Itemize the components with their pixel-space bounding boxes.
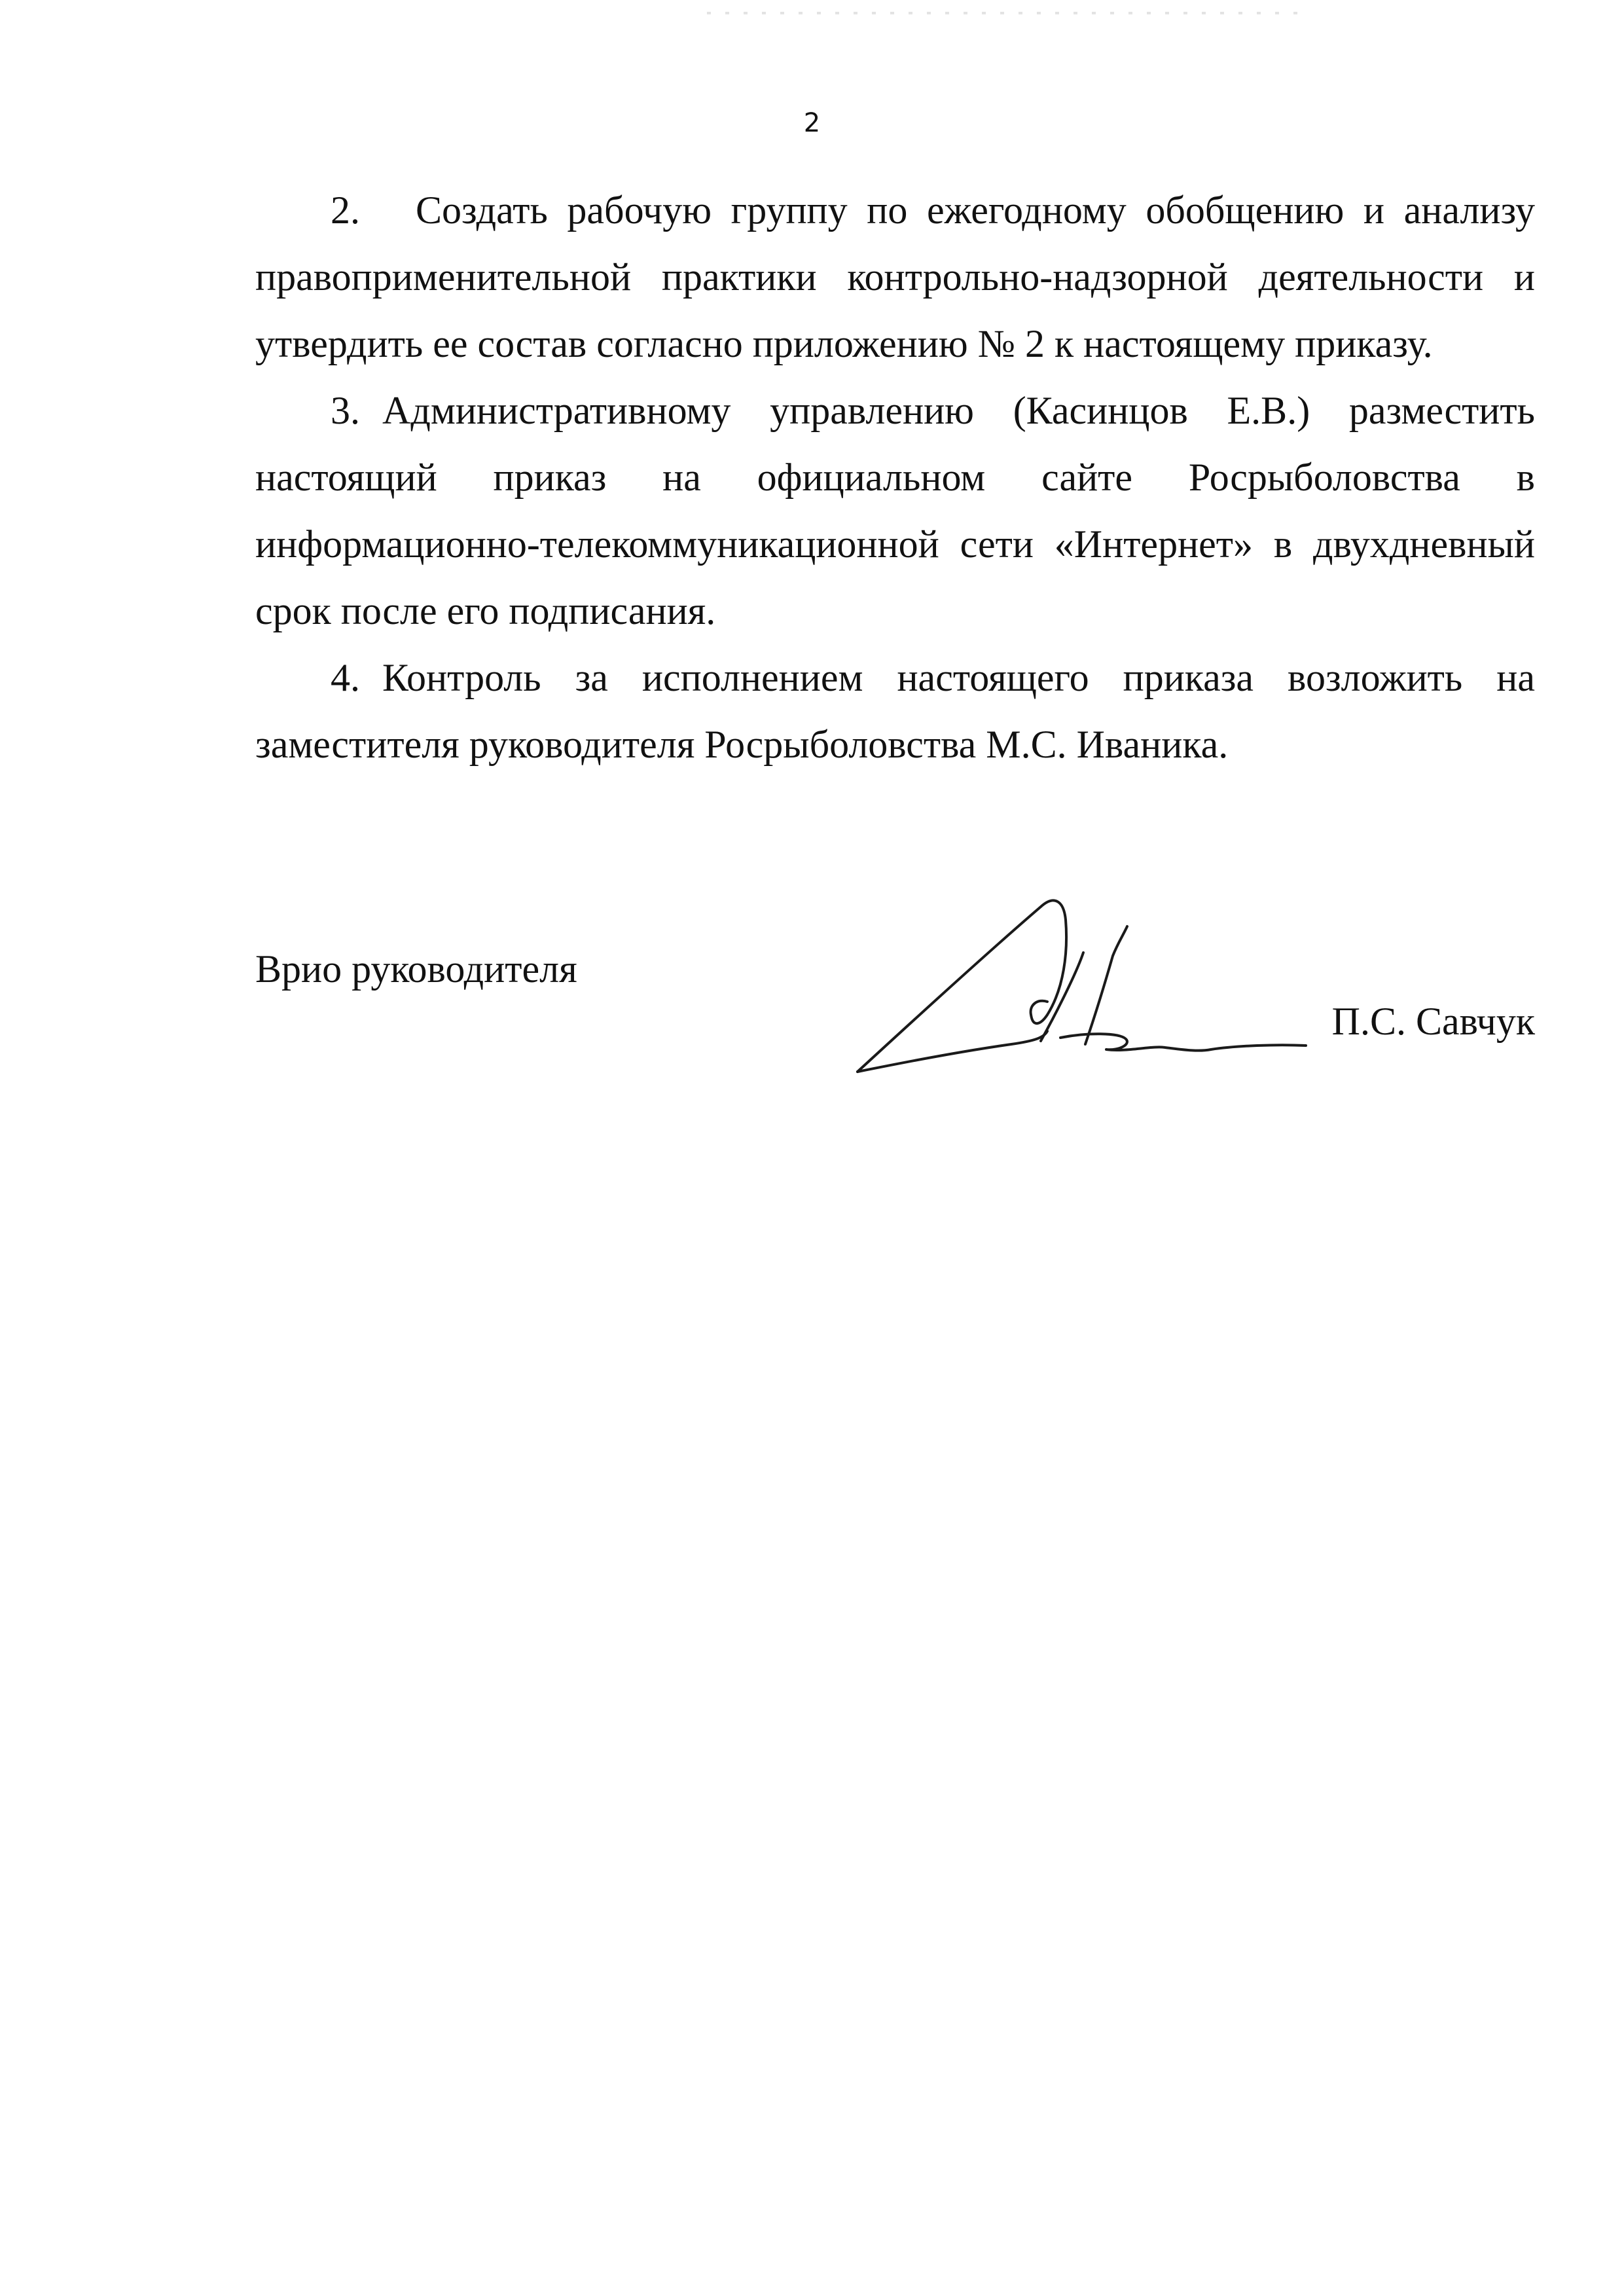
paragraph-number: 3. — [331, 389, 360, 432]
paragraph-number: 2. — [331, 189, 360, 232]
paragraph-text: Контроль за исполнением настоящего приказа возложить на заместителя руководителя Росрыболовства М.С. Иваника. — [255, 656, 1535, 766]
paragraph-2 — [255, 177, 1535, 377]
paragraph-text: Административному управлению (Касинцов Е.В.) разместить настоящий приказ на официальном сайте Росрыболовства в информационно-телекоммуникационной сети «Интернет» в двухдневный срок после его подписания. — [255, 389, 1535, 632]
scan-artifact — [707, 12, 1309, 14]
signer-position: Врио руководителя — [255, 947, 577, 991]
document-body — [255, 177, 1535, 778]
paragraph-4 — [255, 644, 1535, 778]
page-number: 2 — [803, 108, 821, 138]
paragraph-3 — [255, 377, 1535, 644]
signer-name: П.С. Савчук — [1331, 1000, 1535, 1043]
paragraph-text: Создать рабочую группу по ежегодному обобщению и анализу правоприменительной практики контрольно-надзорной деятельности и утвердить ее состав согласно приложению № 2 к настоящему приказу. — [255, 189, 1535, 365]
handwritten-signature — [844, 881, 1316, 1090]
paragraph-number: 4. — [331, 656, 360, 699]
